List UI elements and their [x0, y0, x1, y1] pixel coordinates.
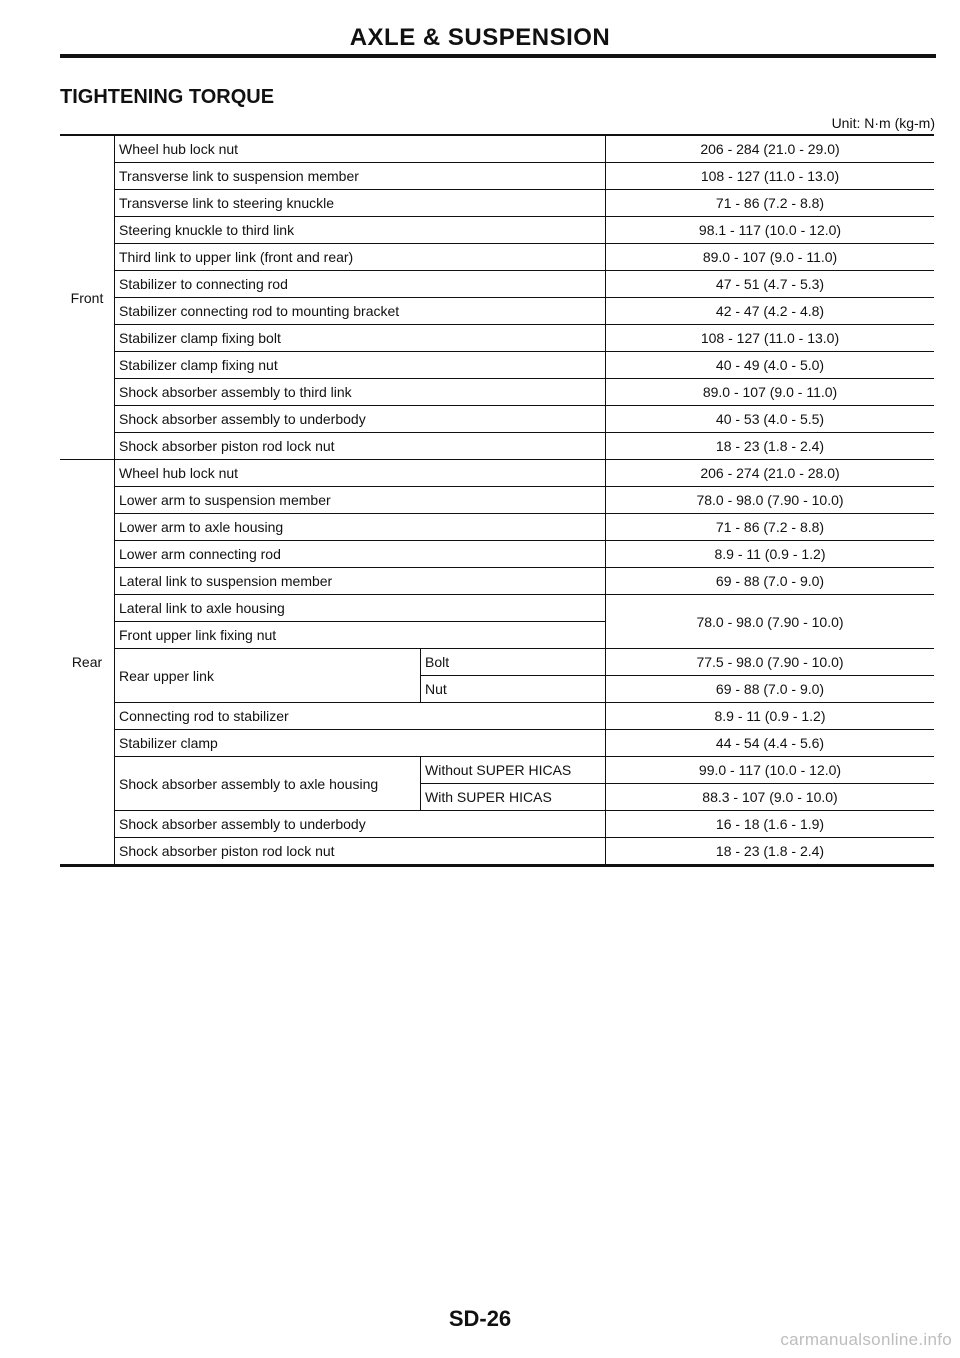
- row-value: 69 - 88 (7.0 - 9.0): [606, 676, 935, 703]
- table-row: [60, 811, 934, 838]
- rear-group-label: Rear: [60, 460, 115, 866]
- row-value: 108 - 127 (11.0 - 13.0): [606, 325, 935, 352]
- table-row: [60, 568, 934, 595]
- table-row: [60, 298, 934, 325]
- table-row: [60, 514, 934, 541]
- row-item: Shock absorber piston rod lock nut: [119, 843, 335, 859]
- table-row: [60, 271, 934, 298]
- row-subitem: Nut: [421, 676, 606, 703]
- table-row: [60, 325, 934, 352]
- front-group-label: Front: [60, 135, 115, 460]
- row-item: Lower arm connecting rod: [115, 541, 606, 568]
- row-item: Lower arm to suspension member: [115, 487, 606, 514]
- row-value: 88.3 - 107 (9.0 - 10.0): [606, 784, 935, 811]
- row-value: 89.0 - 107 (9.0 - 11.0): [606, 244, 935, 271]
- unit-label: Unit: N·m (kg-m): [831, 115, 935, 131]
- header-rule: [60, 54, 936, 58]
- row-value: 69 - 88 (7.0 - 9.0): [606, 568, 935, 595]
- row-item: Stabilizer connecting rod to mounting bracket: [115, 298, 606, 325]
- row-subitem: Without SUPER HICAS: [421, 757, 606, 784]
- table-row: [60, 487, 934, 514]
- table-row: [60, 838, 934, 866]
- watermark: carmanualsonline.info: [780, 1330, 952, 1349]
- table-row: [60, 163, 934, 190]
- row-item: Rear upper link: [115, 649, 421, 703]
- table-row: [60, 730, 934, 757]
- table-row: [60, 541, 934, 568]
- row-value: 40 - 49 (4.0 - 5.0): [606, 352, 935, 379]
- row-value: 78.0 - 98.0 (7.90 - 10.0): [606, 595, 935, 649]
- row-value: 47 - 51 (4.7 - 5.3): [606, 271, 935, 298]
- table-row: [60, 433, 934, 460]
- row-value: 42 - 47 (4.2 - 4.8): [606, 298, 935, 325]
- row-value: 71 - 86 (7.2 - 8.8): [606, 190, 935, 217]
- row-item: Transverse link to steering knuckle: [115, 190, 606, 217]
- row-value: 78.0 - 98.0 (7.90 - 10.0): [606, 487, 935, 514]
- row-item: Shock absorber assembly to underbody: [115, 406, 606, 433]
- row-item: Connecting rod to stabilizer: [115, 703, 606, 730]
- row-item: Shock absorber piston rod lock nut: [115, 433, 606, 460]
- row-value: 40 - 53 (4.0 - 5.5): [606, 406, 935, 433]
- row-value: 8.9 - 11 (0.9 - 1.2): [606, 541, 935, 568]
- row-item: Lower arm to axle housing: [115, 514, 606, 541]
- row-value: 99.0 - 117 (10.0 - 12.0): [606, 757, 935, 784]
- row-value: 89.0 - 107 (9.0 - 11.0): [606, 379, 935, 406]
- row-item: Lateral link to axle housing: [115, 595, 606, 622]
- page-header-title: AXLE & SUSPENSION: [349, 24, 611, 51]
- row-value: 8.9 - 11 (0.9 - 1.2): [606, 703, 935, 730]
- row-value: 98.1 - 117 (10.0 - 12.0): [606, 217, 935, 244]
- table-row: [60, 595, 934, 622]
- page-number: SD-26: [448, 1306, 512, 1331]
- row-value: 206 - 284 (21.0 - 29.0): [606, 135, 935, 163]
- table-row: [60, 460, 934, 487]
- row-item: Stabilizer clamp fixing bolt: [115, 325, 606, 352]
- table-row: [60, 217, 934, 244]
- row-value: 206 - 274 (21.0 - 28.0): [606, 460, 935, 487]
- row-item: Wheel hub lock nut: [115, 135, 606, 163]
- row-item: Transverse link to suspension member: [115, 163, 606, 190]
- torque-table: [60, 134, 934, 867]
- row-subitem: Bolt: [421, 649, 606, 676]
- row-item: Stabilizer clamp: [115, 730, 606, 757]
- table-row: [60, 352, 934, 379]
- table-row: [60, 244, 934, 271]
- row-item: Shock absorber assembly to third link: [115, 379, 606, 406]
- row-value: 71 - 86 (7.2 - 8.8): [606, 514, 935, 541]
- row-item: Front upper link fixing nut: [115, 622, 606, 649]
- row-value: 108 - 127 (11.0 - 13.0): [606, 163, 935, 190]
- table-row: [60, 703, 934, 730]
- row-item: Wheel hub lock nut: [115, 460, 606, 487]
- table-row: [60, 649, 934, 676]
- row-item: Steering knuckle to third link: [115, 217, 606, 244]
- table-row: [60, 757, 934, 784]
- table-row: [60, 135, 934, 163]
- front-group: [60, 135, 934, 460]
- row-item: Lateral link to suspension member: [115, 568, 606, 595]
- row-value: 18 - 23 (1.8 - 2.4): [606, 433, 935, 460]
- table-row: [60, 190, 934, 217]
- row-value: 18 - 23 (1.8 - 2.4): [606, 838, 935, 866]
- row-value: 16 - 18 (1.6 - 1.9): [606, 811, 935, 838]
- row-item: Shock absorber assembly to underbody: [115, 811, 606, 838]
- row-item: Stabilizer to connecting rod: [115, 271, 606, 298]
- rear-group: [60, 460, 934, 866]
- row-item: Shock absorber assembly to axle housing: [115, 757, 421, 811]
- row-value: 77.5 - 98.0 (7.90 - 10.0): [606, 649, 935, 676]
- row-item: Third link to upper link (front and rear): [115, 244, 606, 271]
- table-row: [60, 379, 934, 406]
- row-subitem: With SUPER HICAS: [421, 784, 606, 811]
- row-value: 44 - 54 (4.4 - 5.6): [606, 730, 935, 757]
- row-item: Stabilizer clamp fixing nut: [115, 352, 606, 379]
- section-title: TIGHTENING TORQUE: [60, 86, 275, 108]
- table-row: [60, 406, 934, 433]
